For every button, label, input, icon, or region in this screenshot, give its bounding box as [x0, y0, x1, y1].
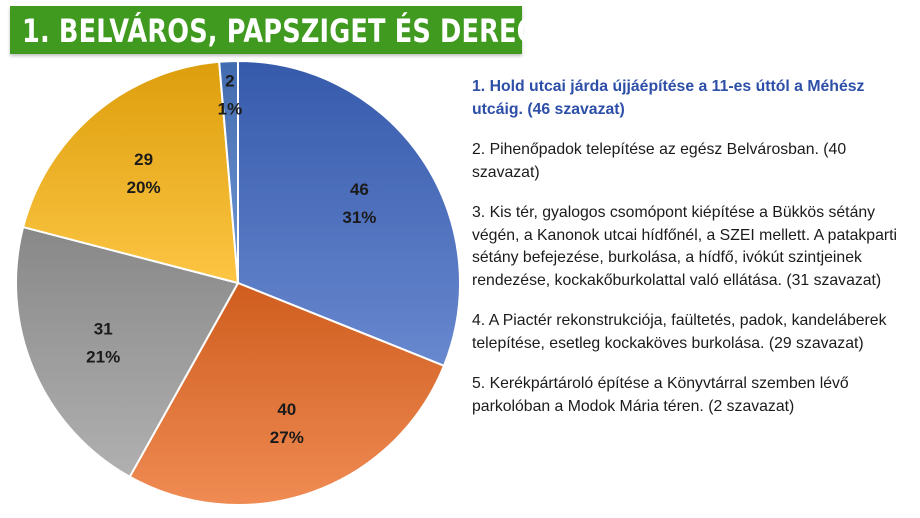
legend-item-5 — [472, 373, 912, 418]
slice-percent-label-1: 31% — [342, 208, 377, 227]
pie-chart-svg — [0, 50, 470, 518]
page-title: 1. BELVÁROS, PAPSZIGET ÉS DERECSKE — [22, 12, 593, 50]
legend-item-3 — [472, 202, 912, 292]
legend-item-4-votes: (29 szavazat) — [768, 334, 864, 352]
legend-item-5-text: 5. Kerékpártároló építése a Könyvtárral szemben lévő parkolóban a Modok Mária téren. — [472, 375, 849, 415]
slice-value-label-5: 2 — [225, 71, 235, 91]
slice-value-label-1: 46 — [349, 180, 369, 199]
legend-item-4 — [472, 310, 912, 355]
slice-value-label-2: 40 — [277, 400, 297, 420]
slice-percent-label-5: 1% — [217, 99, 243, 119]
legend-item-2 — [472, 139, 912, 184]
legend-item-3-text: 3. Kis tér, gyalogos csomópont kiépítése a Bükkös sétány végén, a Kanonok utcai hídfőnél, a SZEI mellett. A patakparti sétány befejezése, burkolása, a hídfő, ivókút szintjeinek rendezése, kockakőburkolattal való ellátása. — [472, 204, 898, 289]
legend — [472, 76, 912, 436]
slice-value-label-3: 31 — [93, 319, 113, 339]
slice-percent-label-3: 21% — [86, 347, 121, 367]
title-banner — [10, 6, 593, 54]
legend-item-1-votes: (46 szavazat) — [527, 100, 625, 118]
slice-percent-label-2: 27% — [269, 428, 304, 448]
legend-item-4-text: 4. A Piactér rekonstrukciója, faültetés, padok, kandeláberek telepítése, esetleg kockaköves burkolása. — [472, 312, 887, 352]
legend-item-1-text: 1. Hold utcai járda újjáépítése a 11-es úttól a Méhész utcáig. — [472, 78, 865, 118]
legend-item-1 — [472, 76, 912, 121]
pie-chart — [0, 50, 470, 518]
legend-item-2-text: 2. Pihenőpadok telepítése az egész Belvárosban. — [472, 141, 819, 158]
slice-value-label-4: 29 — [134, 150, 154, 169]
legend-item-5-votes: (2 szavazat) — [708, 397, 795, 415]
slice-percent-label-4: 20% — [126, 178, 161, 197]
legend-item-2-votes: (40 szavazat) — [472, 141, 847, 181]
legend-item-3-votes: (31 szavazat) — [786, 271, 882, 289]
